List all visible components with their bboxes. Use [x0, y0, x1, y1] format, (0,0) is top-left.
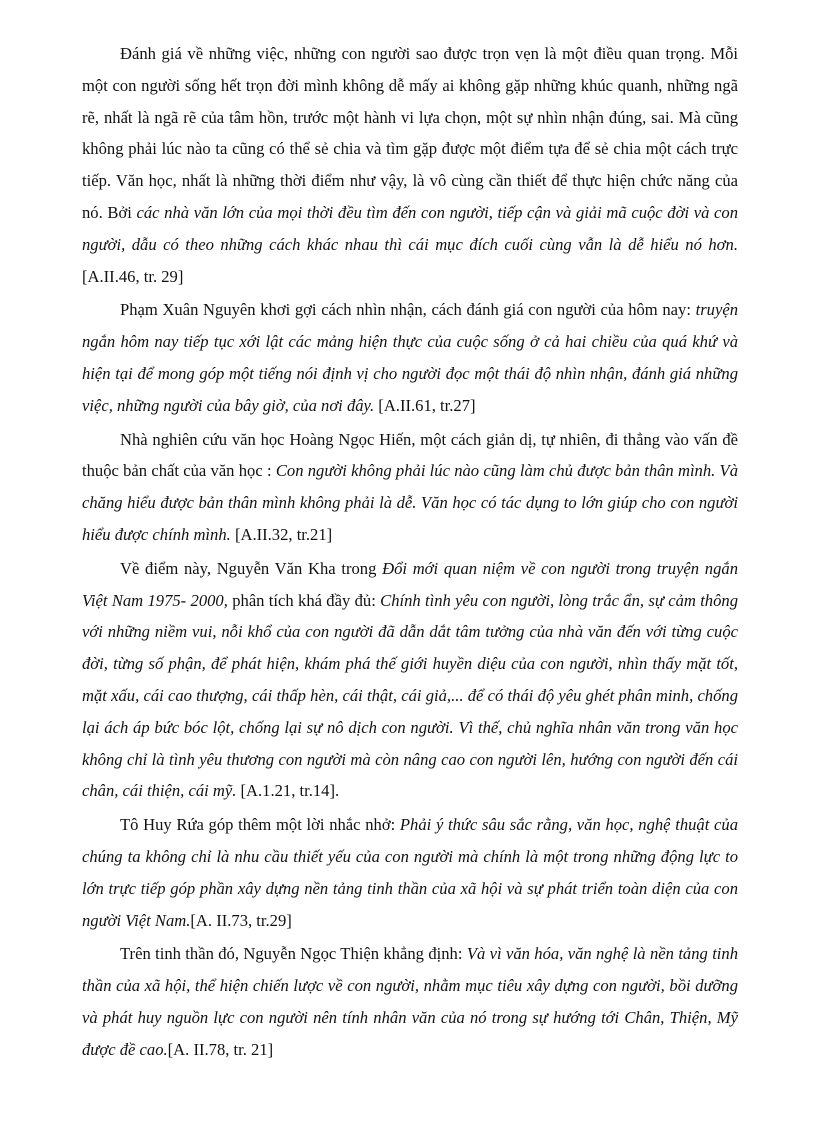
- citation: [A. II.78, tr. 21]: [167, 1039, 274, 1059]
- paragraph-text: Đánh giá về những việc, những con người sao được trọn vẹn là một điều quan trọng. Mỗi một con người sống hết trọn đời mình không dễ mấy ai không gặp những khúc quanh, những ngã rẽ, nhất là ngã rẽ của tâm hồn, trước một hành vi lựa chọn, một sự nhìn nhận đúng, sai. Mà cũng không phải lúc nào ta cũng có thể sẻ chia và tìm gặp được một điểm tựa để sẻ chia một cách trực tiếp. Văn học, nhất là những thời điểm như vậy, là vô cùng cần thiết để thực hiện chức năng của nó. Bởi: [82, 44, 738, 222]
- paragraph-6: [82, 938, 738, 1065]
- paragraph-text: Nhà nghiên cứu văn học Hoàng Ngọc Hiến, một cách giản dị, tự nhiên, đi thẳng vào vấn đề thuộc bản chất của văn học :: [82, 429, 738, 481]
- book-title: Đổi mới quan niệm về con người trong truyện ngắn Việt Nam 1975- 2000,: [82, 558, 738, 610]
- citation: [A.1.21, tr.14].: [236, 781, 340, 801]
- citation: [A.II.32, tr.21]: [230, 524, 333, 544]
- paragraph-text: Trên tinh thần đó, Nguyễn Ngọc Thiện khẳng định:: [120, 944, 467, 964]
- paragraph-3: [82, 424, 738, 551]
- paragraph-1: [82, 38, 738, 292]
- paragraph-5: [82, 809, 738, 936]
- quote-text: truyện ngắn hôm nay tiếp tục xới lật các mảng hiện thực của cuộc sống ở cả hai chiều của quá khứ và hiện tại để mong góp một tiếng nói định vị cho người đọc một thái độ nhìn nhận, đánh giá những việc, những người của bây giờ, của nơi đây.: [82, 300, 738, 415]
- paragraph-text: phân tích khá đầy đủ:: [227, 590, 381, 610]
- citation: [A.II.61, tr.27]: [374, 395, 476, 415]
- quote-text: các nhà văn lớn của mọi thời đều tìm đến con người, tiếp cận và giải mã cuộc đời và con người, dẫu có theo những cách khác nhau thì cái mục đích cuối cùng vẫn là dễ hiểu nó hơn.: [82, 202, 738, 254]
- quote-text: Con người không phải lúc nào cũng làm chủ được bản thân mình. Và chăng hiểu được bản thân mình không phải là dễ. Văn học có tác dụng to lớn giúp cho con người hiểu được chính mình.: [82, 461, 738, 544]
- paragraph-4: [82, 553, 738, 807]
- quote-text: Và vì văn hóa, văn nghệ là nền tảng tinh thần của xã hội, thể hiện chiến lược về con người, nhằm mục tiêu xây dựng con người, bồi dưỡng và phát huy nguồn lực con người nên tính nhân văn của nó trong sự hướng tới Chân, Thiện, Mỹ được đề cao.: [82, 944, 739, 1059]
- document-page: [82, 38, 738, 1068]
- quote-text: Phải ý thức sâu sắc rằng, văn học, nghệ thuật của chúng ta không chỉ là nhu cầu thiết yếu của con người mà chính là một trong những động lực to lớn trực tiếp góp phần xây dựng nền tảng tinh thần của xã hội và sự phát triển toàn diện của con người Việt Nam.: [82, 815, 738, 930]
- paragraph-text: Tô Huy Rứa góp thêm một lời nhắc nhở:: [120, 815, 400, 835]
- paragraph-text: Phạm Xuân Nguyên khơi gợi cách nhìn nhận, cách đánh giá con người của hôm nay:: [120, 300, 696, 320]
- paragraph-text: Về điểm này, Nguyễn Văn Kha trong: [120, 558, 383, 578]
- citation: [A. II.73, tr.29]: [190, 910, 292, 930]
- paragraph-2: [82, 294, 738, 421]
- quote-text: Chính tình yêu con người, lòng trắc ẩn, sự cảm thông với những niềm vui, nỗi khổ của con người đã dẫn dắt tâm tưởng của nhà văn đến với từng cuộc đời, từng số phận, để phát hiện, khám phá thế giới huyền diệu của con người, nhìn thấy mặt tốt, mặt xấu, cái cao thượng, cái thấp hèn, cái thật, cái giả,... để có thái độ yêu ghét phân minh, chống lại ách áp bức bóc lột, chống lại sự nô dịch con người. Vì thế, chủ nghĩa nhân văn trong văn học không chỉ là tình yêu thương con người mà còn nâng cao con người lên, hướng con người đến cái chân, cái thiện, cái mỹ.: [82, 590, 738, 801]
- citation: [A.II.46, tr. 29]: [82, 266, 184, 286]
